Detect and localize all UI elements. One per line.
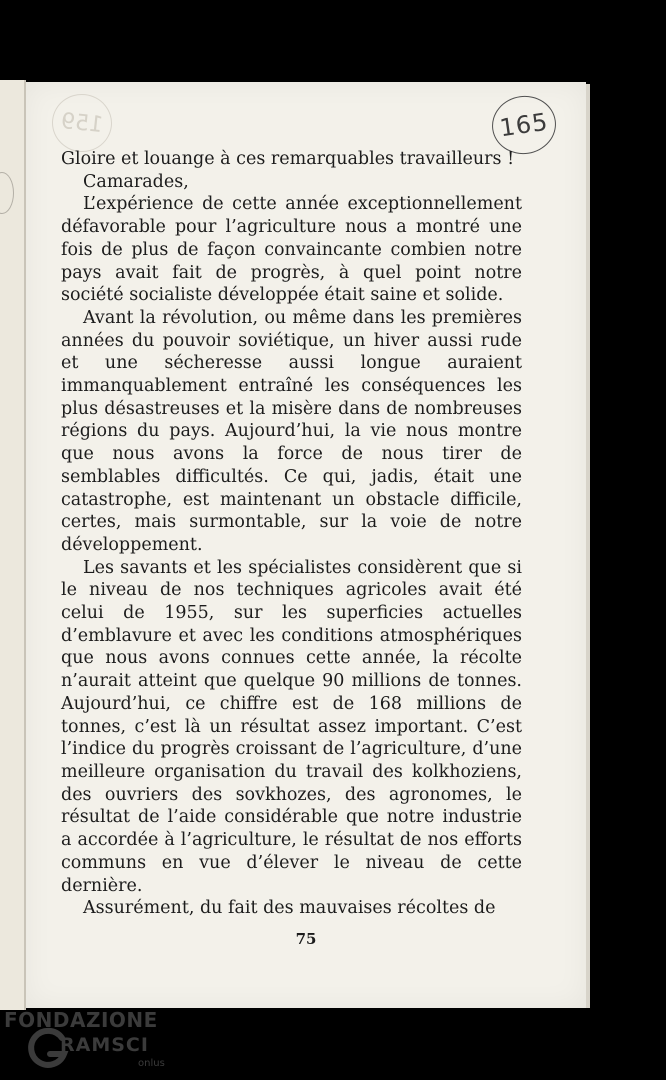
paragraph-5: Les savants et les spécialistes considèrent que si le niveau de nos techniques agricoles avait été celui de 1955, sur les superficies actuelles d’emblavure et avec les conditions atmosphériques que nous avons connues cette année, la récolte n’aurait atteint que quelque 90 millions de tonnes. Aujourd’hui, ce chiffre est de 168 millions de tonnes, c’est là un résultat assez important. C’est l’indice du progrès croissant de l’agriculture, d’une meilleure organisation du travail des kolkhoziens, des ouvriers des sovkhozes, des agronomes, le résultat de l’aide considérable que notre industrie a accordée à l’agriculture, le résultat de nos efforts communs en vue d’élever le niveau de cette dernière. xyxy=(61,557,522,896)
watermark-line-1: FONDAZIONE xyxy=(4,1008,158,1032)
page-right-edge xyxy=(586,84,590,1008)
body-text xyxy=(61,148,522,920)
handwritten-archive-number: 165 xyxy=(488,92,559,158)
paragraph-3: L’expérience de cette année exceptionnellement défavorable pour l’agriculture nous a montré une fois de plus de façon convaincante combien notre pays avait fait de progrès, à quel point notre société socialiste développée était saine et solide. xyxy=(61,194,522,306)
paragraph-2: Camarades, xyxy=(83,171,189,192)
paragraph-1: Gloire et louange à ces remarquables travailleurs ! xyxy=(61,149,515,169)
paragraph-6: Assurément, du fait des mauvaises récoltes de xyxy=(83,898,496,919)
watermark-line-2: RAMSCI xyxy=(60,1034,149,1056)
paragraph-4: Avant la révolution, ou même dans les premières années du pouvoir soviétique, un hiver aussi rude et une sécheresse aussi longue auraient immanquablement entraîné les conséquences les plus désastreuses et la misère dans de nombreuses régions du pays. Aujourd’hui, la vie nous montre que nous avons la force de nous tirer de semblables difficultés. Ce qui, jadis, était une catastrophe, est maintenant un obstacle difficile, certes, mais surmontable, sur la voie de notre développement. xyxy=(61,307,522,555)
previous-page-stamp-mark xyxy=(0,172,14,214)
page-number: 75 xyxy=(295,930,317,948)
fondazione-gramsci-watermark xyxy=(4,1008,174,1076)
watermark-suffix: onlus xyxy=(138,1058,165,1069)
previous-page-edge xyxy=(0,80,26,1010)
book-page xyxy=(26,82,586,1008)
show-through-archive-number: 159 xyxy=(49,91,115,155)
